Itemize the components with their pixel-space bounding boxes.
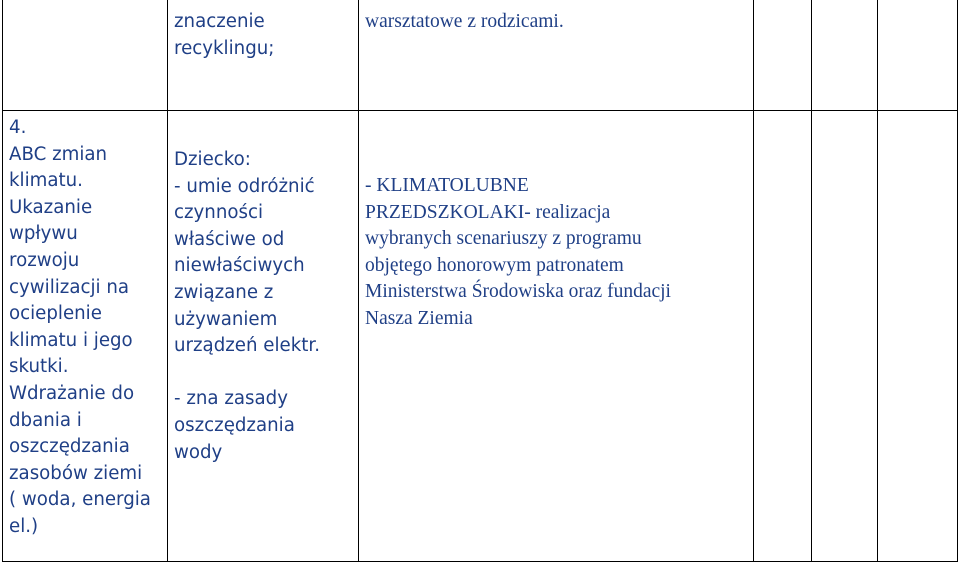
text-line: oszczędzania [174, 414, 295, 436]
text-line: wybranych scenariuszy z programu [365, 228, 642, 250]
program-table [2, 0, 958, 562]
table-cell-empty [812, 111, 878, 562]
text-line: 4. [9, 117, 27, 138]
table-row [3, 111, 958, 562]
text-line: wpływu [9, 223, 78, 245]
text-line: rozwoju [9, 249, 80, 271]
text-line: znaczenie [174, 11, 265, 32]
text-line: ocieplenie [9, 303, 102, 325]
text-line: ( woda, energia [9, 489, 151, 511]
text-line: używaniem [174, 308, 278, 330]
text-line: właściwe od [174, 228, 285, 250]
text-line: klimatu i jego [9, 329, 133, 351]
text-line: Wdrażanie do [9, 382, 135, 404]
text-line: - zna zasady [174, 388, 288, 410]
table-cell-activities [359, 111, 754, 562]
text-line: cywilizacji na [9, 276, 130, 298]
text-line: klimatu. [9, 170, 83, 192]
text-line: niewłaściwych [174, 255, 305, 277]
text-line: Dziecko: [174, 149, 251, 170]
text-line: urządzeń elektr. [174, 335, 320, 357]
table-cell-topic [3, 111, 168, 562]
text-line: oszczędzania [9, 436, 130, 458]
text-line: skutki. [9, 356, 69, 378]
table-cell-empty [878, 111, 958, 562]
table-cell-forms-end [359, 0, 754, 111]
table-cell-empty [3, 0, 168, 111]
text-line: ABC zmian [9, 143, 108, 165]
text-line: recyklingu; [174, 37, 275, 59]
text-line: wody [174, 441, 223, 463]
text-line: dbania i [9, 409, 82, 431]
table-cell-empty [878, 0, 958, 111]
text-line: - KLIMATOLUBNE [365, 175, 529, 196]
text-line: PRZEDSZKOLAKI- realizacja [365, 201, 611, 223]
text-line: objętego honorowym patronatem [365, 254, 624, 276]
text-line: - umie odróżnić [174, 175, 315, 197]
paragraph-gap [174, 360, 354, 387]
text-line: el.) [9, 515, 39, 537]
text-line: Nasza Ziemia [365, 307, 473, 329]
table-row [3, 0, 958, 111]
text-line: Ministerstwa Środowiska oraz fundacji [365, 281, 671, 303]
text-line: Ukazanie [9, 196, 93, 218]
text-line: czynności [174, 202, 264, 224]
table-cell-topic-end [168, 0, 359, 111]
table-cell-outcomes [168, 111, 359, 562]
table-cell-empty [812, 0, 878, 111]
text-line: zasobów ziemi [9, 462, 143, 484]
text-line: warsztatowe z rodzicami. [365, 11, 564, 32]
table-cell-empty [754, 111, 812, 562]
table-cell-empty [754, 0, 812, 111]
text-line: związane z [174, 281, 274, 303]
